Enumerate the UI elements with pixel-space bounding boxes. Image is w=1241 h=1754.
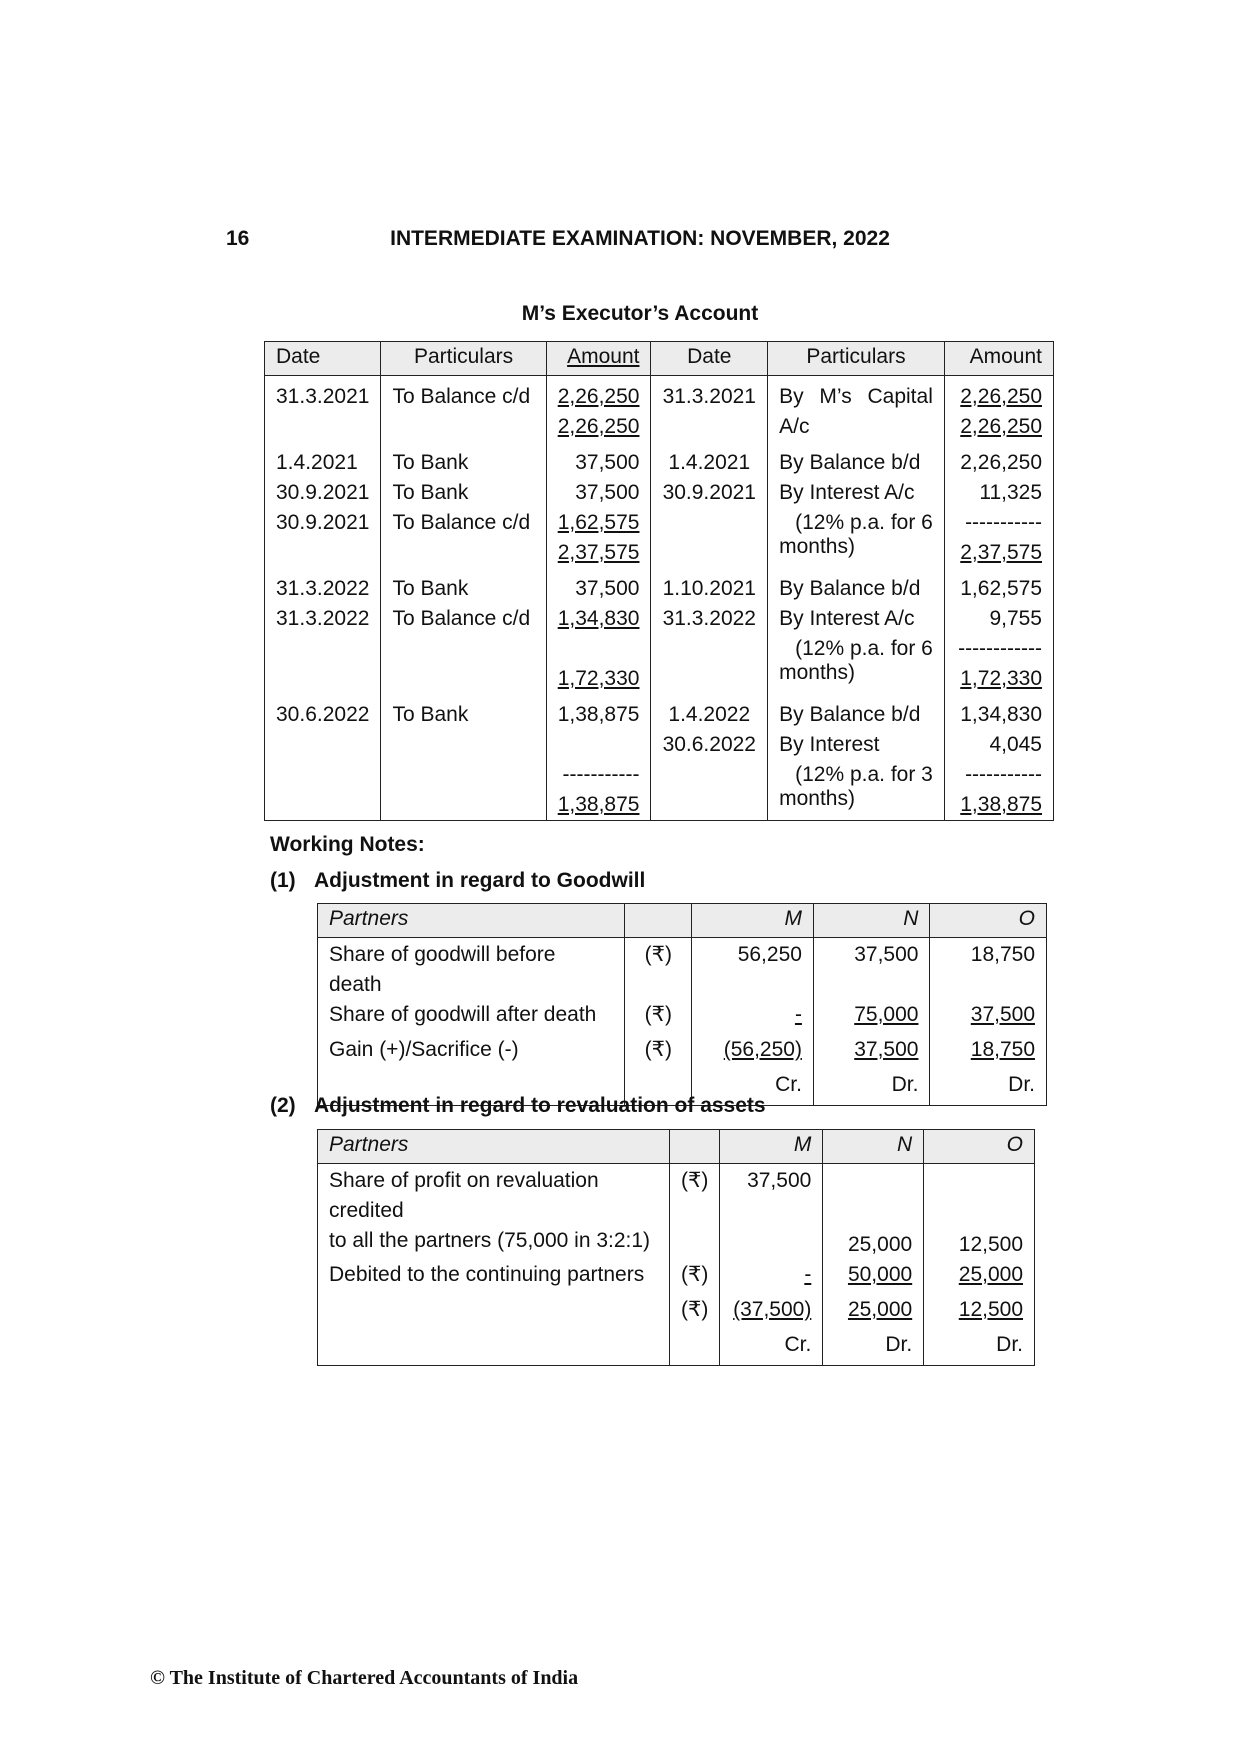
cell-n: Dr.: [823, 1330, 924, 1366]
table-row: [265, 382, 1054, 442]
entry-total: 1,38,875: [960, 793, 1042, 816]
cell-o: Dr.: [930, 1070, 1047, 1106]
entry-amount: 37,500: [575, 451, 640, 474]
cell-o: 12,500: [958, 1298, 1023, 1321]
column-header: M: [720, 1130, 823, 1164]
entry-date: 1.4.2021: [276, 451, 358, 474]
column-header: Particulars: [768, 342, 945, 376]
entry-date: 30.9.2021: [662, 481, 756, 504]
row-label: Gain (+)/Sacrifice (-): [318, 1035, 625, 1070]
page-header: INTERMEDIATE EXAMINATION: NOVEMBER, 2022: [390, 227, 890, 250]
entry-particulars: By Interest A/c: [779, 607, 915, 630]
cell-m: 56,250: [692, 938, 814, 1001]
entry-date: 31.3.2021: [276, 385, 370, 408]
cell-m: [720, 1226, 823, 1260]
entry-amount: 1,34,830: [557, 607, 640, 630]
entry-amount: [558, 730, 640, 760]
revaluation-table: [317, 1129, 1035, 1366]
entry-particulars: To Bank: [392, 451, 469, 474]
table-row: [265, 574, 1054, 694]
row-label: [318, 1330, 670, 1366]
note-number: (1): [270, 869, 296, 892]
dashed-rule: -----------: [965, 511, 1042, 534]
table-row: [318, 1226, 1035, 1260]
entry-date: 30.6.2022: [276, 703, 370, 726]
cell-m: 37,500: [720, 1164, 823, 1227]
row-label: Debited to the continuing partners: [318, 1260, 670, 1295]
cell-o: 25,000: [958, 1263, 1023, 1286]
entry-particulars: (12% p.a. for 6: [795, 637, 933, 660]
cell-o: Dr.: [924, 1330, 1035, 1366]
column-header: Partners: [318, 904, 625, 938]
table-row: [318, 1330, 1035, 1366]
row-label: Share of goodwill after death: [318, 1000, 625, 1035]
column-header: [669, 1130, 719, 1164]
cell-o: 37,500: [970, 1003, 1035, 1026]
cell-n: 37,500: [854, 1038, 919, 1061]
cell-m: -: [804, 1263, 812, 1286]
cell-n: 75,000: [854, 1003, 919, 1026]
entry-particulars: By Balance b/d: [779, 451, 921, 474]
column-header: [625, 904, 692, 938]
table-row: [265, 448, 1054, 568]
cell-o: 18,750: [970, 1038, 1035, 1061]
entry-particulars: By Balance b/d: [779, 703, 921, 726]
entry-particulars: To Bank: [392, 703, 469, 726]
currency-label: [669, 1226, 719, 1260]
column-header: Particulars: [381, 342, 546, 376]
table-row: [318, 1295, 1035, 1330]
dashed-rule: -----------: [965, 763, 1042, 786]
entry-amount: 1,62,575: [960, 577, 1042, 600]
entry-particulars: months): [779, 535, 855, 558]
entry-amount: 37,500: [575, 481, 640, 504]
table-header-row: [318, 1130, 1035, 1164]
entry-date: 31.3.2022: [662, 607, 756, 630]
note-heading: Adjustment in regard to revaluation of assets: [314, 1094, 766, 1117]
entry-amount: 2,26,250: [557, 385, 640, 408]
cell-m: Cr.: [692, 1070, 814, 1106]
currency-label: (₹): [625, 1035, 692, 1070]
table-row: [318, 1000, 1047, 1035]
entry-particulars: By Interest: [779, 733, 880, 756]
entry-date: 30.9.2021: [276, 481, 370, 504]
table-header-row: [265, 342, 1054, 376]
cell-m: (37,500): [733, 1298, 812, 1321]
entry-particulars: months): [779, 661, 855, 684]
table-row: [318, 1035, 1047, 1070]
cell-o: 12,500: [924, 1226, 1035, 1260]
cell-o: 18,750: [930, 938, 1047, 1001]
row-label: Share of goodwill before death: [318, 938, 625, 1001]
entry-date: 1.10.2021: [662, 577, 756, 600]
currency-label: (₹): [625, 1000, 692, 1035]
column-header: O: [924, 1130, 1035, 1164]
column-header: Amount: [944, 342, 1053, 376]
goodwill-table: [317, 903, 1047, 1106]
table-row: [265, 700, 1054, 821]
currency-label: (₹): [625, 938, 692, 1001]
entry-amount: 2,26,250: [960, 451, 1042, 474]
column-header: N: [823, 1130, 924, 1164]
column-header: O: [930, 904, 1047, 938]
page-number: 16: [226, 227, 250, 250]
entry-particulars: (12% p.a. for 3: [795, 763, 933, 786]
copyright-footer: © The Institute of Chartered Accountants of India: [150, 1667, 579, 1689]
column-header: Amount: [546, 342, 651, 376]
table-row: [318, 1164, 1035, 1227]
dashed-rule: -----------: [562, 763, 640, 786]
entry-particulars: (12% p.a. for 6: [795, 511, 933, 534]
row-label: Share of profit on revaluation credited: [318, 1164, 670, 1227]
entry-particulars: By M’s Capital: [779, 385, 933, 408]
cell-n: Dr.: [813, 1070, 930, 1106]
row-label: to all the partners (75,000 in 3:2:1): [318, 1226, 670, 1260]
entry-particulars: By Balance b/d: [779, 577, 921, 600]
table-row: [318, 938, 1047, 1001]
entry-amount: 1,62,575: [557, 511, 640, 534]
currency-label: (₹): [669, 1164, 719, 1227]
entry-date: 30.9.2021: [276, 511, 370, 534]
entry-particulars: To Bank: [392, 481, 469, 504]
entry-total: 2,37,575: [557, 541, 640, 564]
executor-account-table: [264, 341, 1054, 821]
entry-particulars: months): [779, 787, 855, 810]
account-title: M’s Executor’s Account: [521, 302, 759, 325]
entry-date: 31.3.2022: [276, 607, 370, 630]
cell-m: Cr.: [720, 1330, 823, 1366]
entry-date: 1.4.2021: [668, 451, 751, 474]
row-label: [318, 1295, 670, 1330]
entry-date: 1.4.2022: [668, 703, 751, 726]
entry-total: 1,38,875: [557, 793, 640, 816]
entry-particulars: To Balance c/d: [392, 511, 531, 534]
entry-particulars: To Bank: [392, 577, 469, 600]
column-header: Date: [651, 342, 768, 376]
table-row: [318, 1260, 1035, 1295]
entry-amount: 11,325: [979, 481, 1042, 504]
cell-n: 37,500: [813, 938, 930, 1001]
note-number: (2): [270, 1094, 296, 1117]
cell-n: [823, 1164, 924, 1227]
column-header: M: [692, 904, 814, 938]
column-header: Date: [265, 342, 381, 376]
currency-label: (₹): [669, 1295, 719, 1330]
entry-particulars: By Interest A/c: [779, 481, 915, 504]
entry-date: 31.3.2022: [276, 577, 370, 600]
entry-amount: 9,755: [989, 607, 1042, 630]
currency-label: [669, 1330, 719, 1366]
entry-amount: 1,34,830: [960, 703, 1042, 726]
entry-particulars: A/c: [779, 415, 810, 438]
entry-amount: 2,26,250: [960, 385, 1042, 408]
working-notes-title: Working Notes:: [270, 833, 425, 856]
entry-total: 2,26,250: [557, 415, 640, 438]
entry-particulars: To Balance c/d: [392, 607, 531, 630]
entry-amount: [558, 634, 640, 664]
entry-particulars: To Balance c/d: [392, 385, 531, 408]
entry-total: 1,72,330: [557, 667, 640, 690]
dashed-rule: ------------: [958, 637, 1042, 660]
column-header: Partners: [318, 1130, 670, 1164]
currency-label: (₹): [669, 1260, 719, 1295]
column-header: N: [813, 904, 930, 938]
cell-m: -: [794, 1003, 802, 1026]
note-heading: Adjustment in regard to Goodwill: [314, 869, 646, 892]
entry-date: 30.6.2022: [662, 733, 756, 756]
cell-n: 25,000: [847, 1298, 913, 1321]
table-header-row: [318, 904, 1047, 938]
entry-total: 1,72,330: [960, 667, 1042, 690]
cell-n: 50,000: [847, 1263, 913, 1286]
cell-n: 25,000: [823, 1226, 924, 1260]
entry-total: 2,37,575: [960, 541, 1042, 564]
entry-amount: 1,38,875: [557, 703, 640, 726]
entry-date: 31.3.2021: [662, 385, 756, 408]
cell-o: [924, 1164, 1035, 1227]
entry-amount: 4,045: [989, 733, 1042, 756]
cell-m: (56,250): [723, 1038, 802, 1061]
entry-total: 2,26,250: [960, 415, 1042, 438]
entry-amount: 37,500: [575, 577, 640, 600]
